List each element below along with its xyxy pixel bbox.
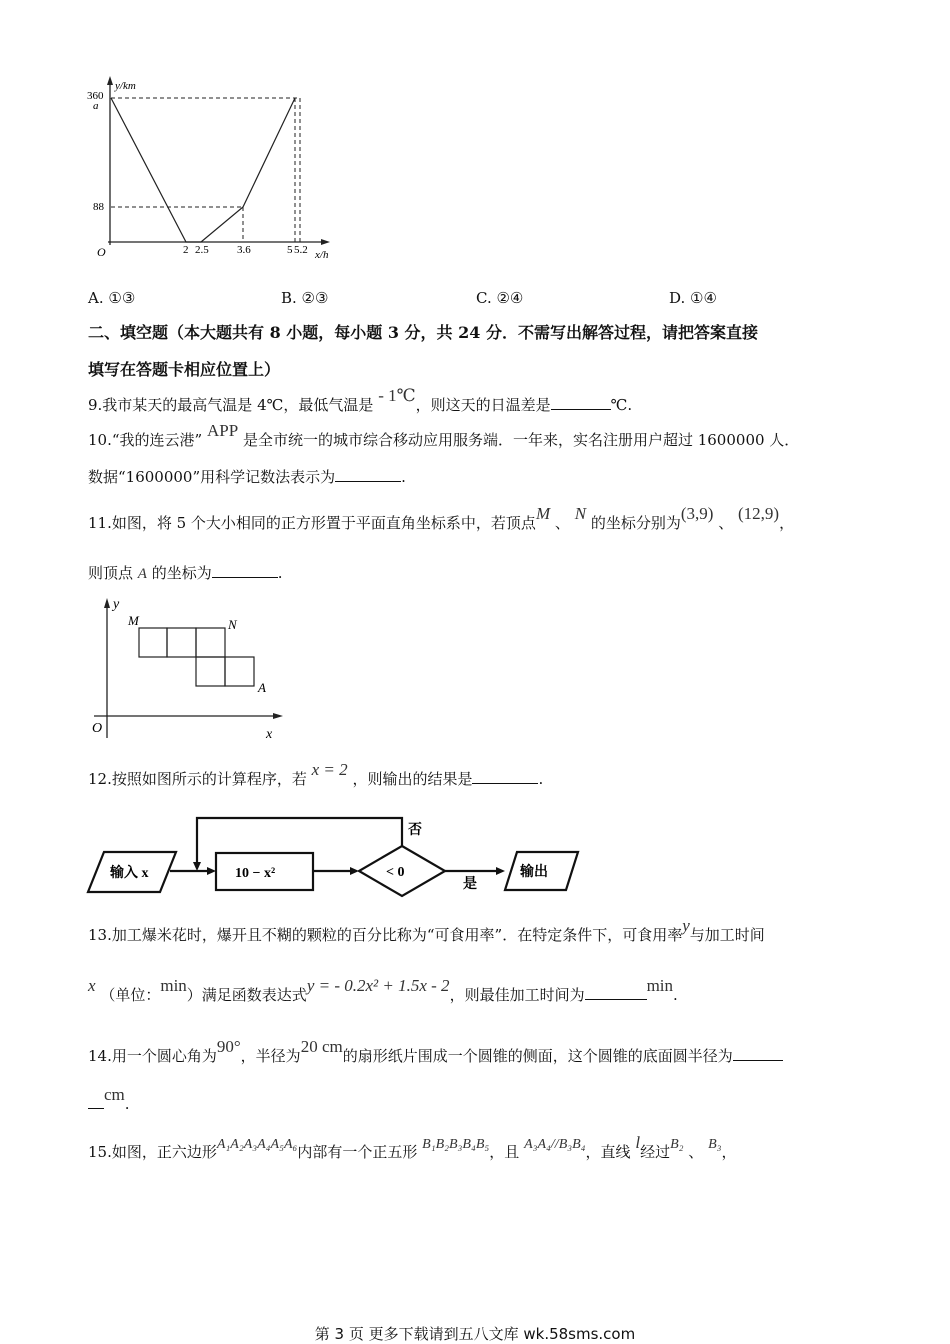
graph-line [111,98,295,242]
flow-input-label: 输入 x [110,866,149,881]
origin-label: O [97,245,106,259]
question-10-line2: 数据“1600000”用科学记数法表示为 . [88,468,406,486]
svg-text:O: O [92,721,103,736]
question-13-line2: x （单位：min）满足函数表达式y = - 0.2x² + 1.5x - 2，则最佳加工时间为 min. [88,976,678,1004]
q9-min-temp: - 1℃ [378,386,416,405]
svg-text:M: M [128,613,139,628]
flowchart [84,812,594,898]
q11-answer-blank[interactable] [212,563,278,578]
flow-cond-label: < 0 [386,865,405,880]
squares-figure [84,592,294,742]
flow-yes-label: 是 [463,877,477,892]
y-axis-label: y/km [115,80,136,92]
y-tick-88: 88 [93,201,104,213]
choice-c[interactable]: C. ②④ [476,289,524,307]
svg-text:x: x [266,727,273,742]
choice-d[interactable]: D. ①④ [669,289,717,307]
section-heading-line1: 二、填空题（本大题共有 8 小题，每小题 3 分，共 24 分．不需写出解答过程，请把答案直接 [88,323,758,342]
y-tick-a: a [93,100,99,112]
x-tick-5: 5 [287,244,293,256]
flow-output-label: 输出 [520,865,548,880]
q12-answer-blank[interactable] [472,769,538,784]
question-15: 15.如图，正六边形A₁A₂A₃A₄A₅A₆内部有一个正五形 B₁B₂B₃B₄B₅，且 A₃A₄//B₃B₄，直线 l经过B₂ 、 B₃， [88,1133,737,1161]
x-axis-label: x/h [315,249,329,261]
y-tick-360: 360 [87,90,104,102]
distance-time-graph [82,70,342,270]
question-14: 14.用一个圆心角为90°，半径为20 cm的扇形纸片围成一个圆锥的侧面，这个圆锥的底面圆半径为 [88,1046,783,1066]
question-9: 9.我市某天的最高气温是 4℃，最低气温是 - 1℃，则这天的日温差是 ℃. [88,386,633,414]
question-10: 10.“我的连云港” APP 是全市统一的城市综合移动应用服务端．一年来，实名注册用户超过 1600000 人． [88,421,800,449]
section-heading-line2: 填写在答题卡相应位置上） [88,360,281,379]
page-footer: 第 3 页 更多下载请到五八文库 wk.58sms.com [314,1325,636,1343]
q10-answer-blank[interactable] [335,467,401,482]
flow-no-label: 否 [408,823,422,838]
q13-answer-blank[interactable] [585,985,647,1000]
x-tick-3-6: 3.6 [237,244,251,256]
x-tick-2-5: 2.5 [195,244,209,256]
q9-answer-blank[interactable] [551,395,611,410]
question-11-line2: 则顶点 A 的坐标为 . [88,564,283,582]
svg-text:A: A [258,680,266,695]
svg-text:N: N [228,617,237,632]
question-13: 13.加工爆米花时，爆开且不糊的颗粒的百分比称为“可食用率”．在特定条件下，可食用率y与加工时间 [88,916,765,944]
question-11: 11.如图，将 5 个大小相同的正方形置于平面直角坐标系中，若顶点M 、 N 的坐标分别为(3,9) 、 (12,9)， [88,504,795,532]
svg-text:y: y [113,597,120,612]
question-14-line2: cm. [88,1094,130,1114]
choice-a[interactable]: A. ①③ [88,289,136,307]
x-tick-5-2: 5.2 [294,244,308,256]
x-tick-2: 2 [183,244,189,256]
flow-calc-label: 10 − x² [235,866,276,881]
choice-b[interactable]: B. ②③ [281,289,329,307]
q14-answer-blank[interactable] [733,1046,783,1061]
question-12: 12.按照如图所示的计算程序，若 x = 2 ，则输出的结果是 . [88,760,544,788]
